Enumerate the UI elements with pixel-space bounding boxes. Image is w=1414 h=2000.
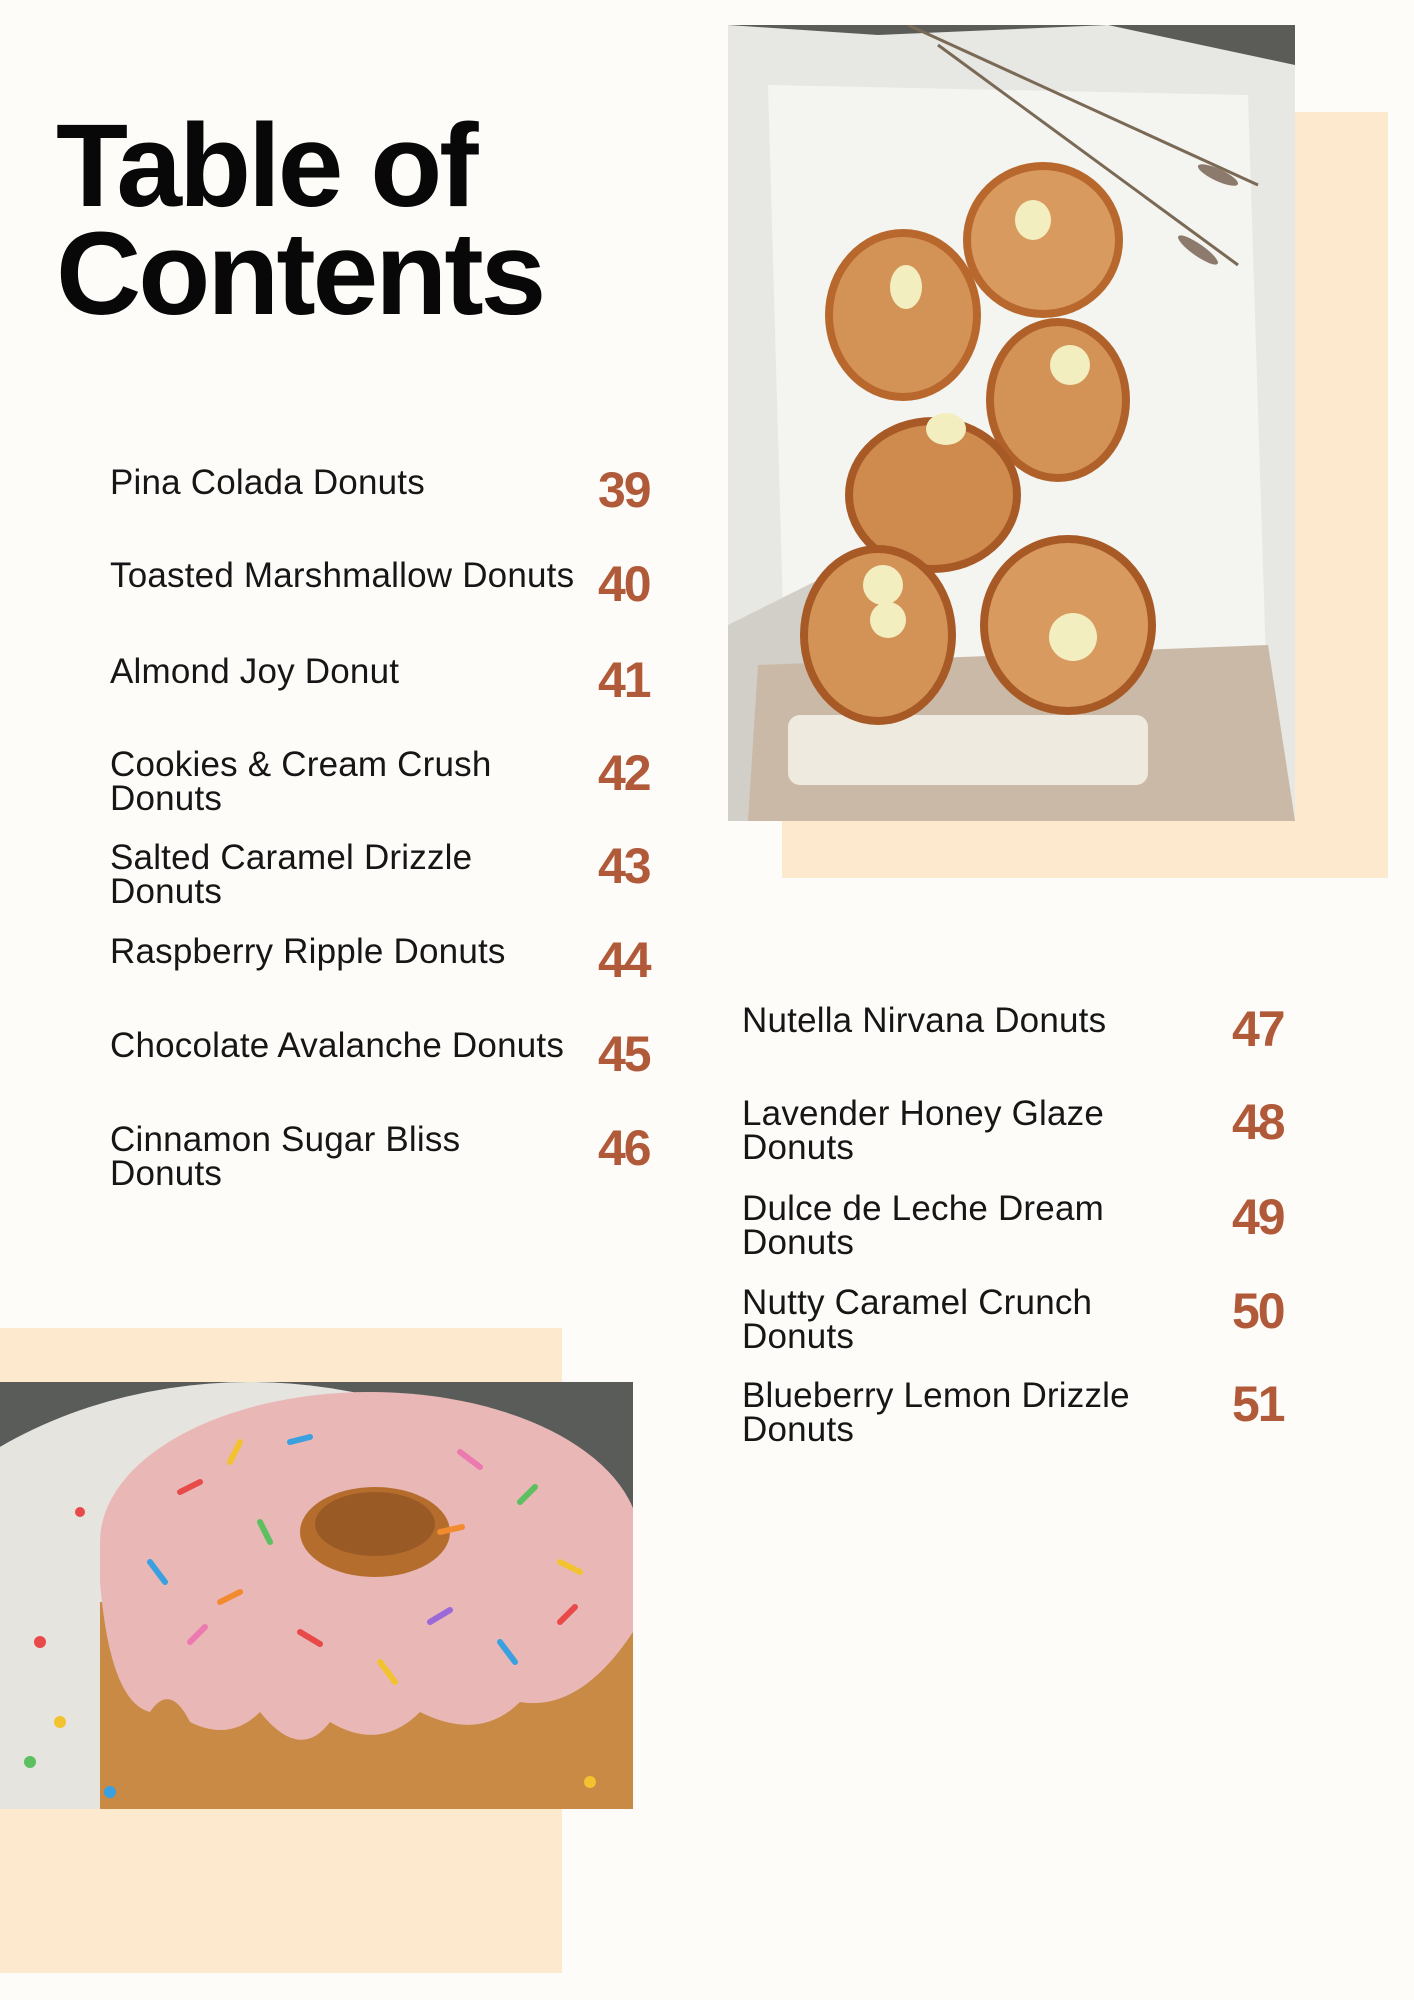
toc-entry-page: 42 xyxy=(598,745,650,801)
toc-entry-page: 39 xyxy=(598,462,650,518)
title-line-1: Table of xyxy=(56,100,476,232)
toc-entry-title: Nutella Nirvana Donuts xyxy=(742,1001,1107,1040)
toc-entry-title: Blueberry Lemon Drizzle Donuts xyxy=(742,1376,1130,1449)
toc-list-right xyxy=(742,0,1302,2000)
toc-list-left xyxy=(110,0,670,2000)
toc-entry-title: Pina Colada Donuts xyxy=(110,463,425,502)
toc-entry-page: 49 xyxy=(1232,1189,1284,1245)
toc-entry-page: 51 xyxy=(1232,1376,1284,1432)
toc-entry-title: Toasted Marshmallow Donuts xyxy=(110,556,575,595)
toc-entry-title: Almond Joy Donut xyxy=(110,652,400,691)
toc-entry-page: 41 xyxy=(598,652,650,708)
toc-entry-page: 47 xyxy=(1232,1001,1284,1057)
toc-entry-page: 46 xyxy=(598,1120,650,1176)
toc-entry-title: Chocolate Avalanche Donuts xyxy=(110,1026,565,1065)
toc-entry-page: 50 xyxy=(1232,1283,1284,1339)
title-line-2: Contents xyxy=(56,208,544,340)
toc-entry-title: Lavender Honey Glaze Donuts xyxy=(742,1094,1104,1167)
toc-entry-page: 45 xyxy=(598,1026,650,1082)
toc-entry-title: Nutty Caramel Crunch Donuts xyxy=(742,1283,1093,1356)
toc-entry-title: Cookies & Cream Crush Donuts xyxy=(110,745,492,818)
toc-entry-title: Salted Caramel Drizzle Donuts xyxy=(110,838,473,911)
toc-entry-page: 43 xyxy=(598,838,650,894)
toc-entry-page: 48 xyxy=(1232,1094,1284,1150)
toc-entry-page: 40 xyxy=(598,556,650,612)
toc-entry-title: Cinnamon Sugar Bliss Donuts xyxy=(110,1120,461,1193)
toc-entry-title: Raspberry Ripple Donuts xyxy=(110,932,506,971)
toc-entry-title: Dulce de Leche Dream Donuts xyxy=(742,1189,1104,1262)
toc-entry-page: 44 xyxy=(598,932,650,988)
